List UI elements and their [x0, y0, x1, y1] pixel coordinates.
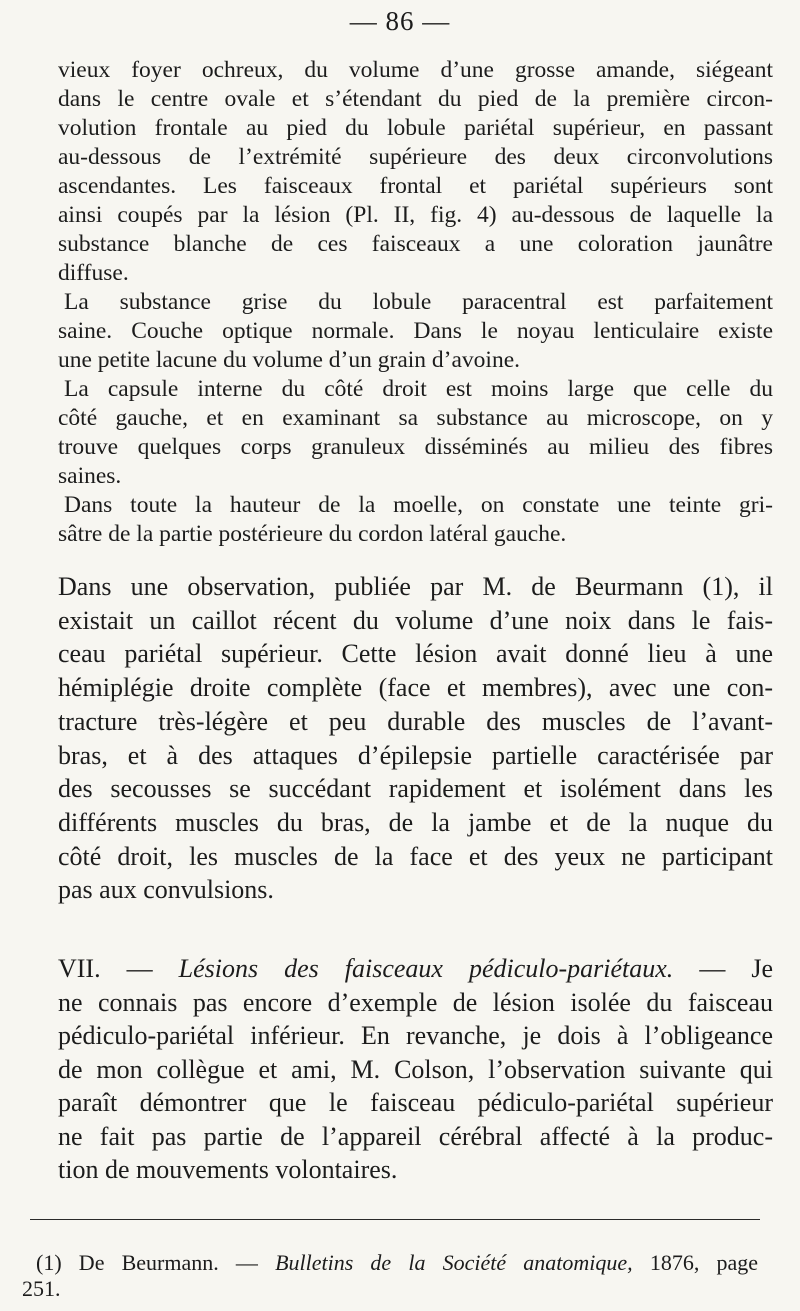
- text-line: saines.: [58, 463, 122, 489]
- observation-paragraph-3: [58, 375, 773, 491]
- text-line: existait un caillot récent du volume d’une noix dans le fais-: [58, 605, 773, 635]
- text-line: vieux foyer ochreux, du volume d’une grosse amande, siégeant: [58, 57, 773, 83]
- text-line: dans le centre ovale et s’étendant du pied de la première circon-: [58, 86, 773, 112]
- footnote-line-2: 251.: [22, 1276, 61, 1301]
- text-line: pas aux convulsions.: [58, 875, 274, 905]
- section-vii: [58, 952, 773, 1187]
- text-line: tracture très-légère et peu durable des muscles de l’avant-: [58, 706, 773, 736]
- text-line: au-dessous de l’extrémité supérieure des deux circonvolutions: [58, 144, 773, 170]
- observation-paragraph-1: [58, 56, 773, 288]
- section-heading-tail: — Je: [699, 954, 773, 983]
- footnote: [22, 1250, 758, 1302]
- text-line: diffuse.: [58, 260, 129, 286]
- text-line: hémiplégie droite complète (face et membres), avec une con-: [58, 673, 773, 703]
- text-line: côté droit, les muscles de la face et des yeux ne participant: [58, 841, 773, 871]
- text-line: volution frontale au pied du lobule pariétal supérieur, en passant: [58, 115, 773, 141]
- section-title: Lésions des faisceaux pédiculo-pariétaux.: [178, 954, 674, 983]
- text-line: ascendantes. Les faisceaux frontal et pariétal supérieurs sont: [58, 173, 773, 199]
- text-line: Dans toute la hauteur de la moelle, on constate une teinte gri-: [64, 492, 773, 518]
- text-line: ne fait pas partie de l’appareil cérébral affecté à la produc-: [58, 1121, 773, 1151]
- text-line: trouve quelques corps granuleux disséminés au milieu des fibres: [58, 434, 773, 460]
- text-line: bras, et à des attaques d’épilepsie partielle caractérisée par: [58, 740, 773, 770]
- text-line: sâtre de la partie postérieure du cordon latéral gauche.: [58, 521, 567, 547]
- text-line: ne connais pas encore d’exemple de lésion isolée du faisceau: [58, 987, 773, 1017]
- text-line: La substance grise du lobule paracentral est parfaitement: [64, 289, 773, 315]
- observation-paragraph-2: [58, 288, 773, 375]
- text-line: de mon collègue et ami, M. Colson, l’observation suivante qui: [58, 1054, 773, 1084]
- text-line: côté gauche, et en examinant sa substance au microscope, on y: [58, 405, 773, 431]
- footnote-journal: Bulletins de la Société anatomique,: [275, 1250, 633, 1275]
- text-line: La capsule interne du côté droit est moins large que celle du: [64, 376, 773, 402]
- text-line: ainsi coupés par la lésion (Pl. II, fig. 4) au-dessous de laquelle la: [58, 202, 773, 228]
- main-paragraph: [58, 570, 773, 907]
- text-line: des secousses se succédant rapidement et isolément dans les: [58, 774, 773, 804]
- text-line: différents muscles du bras, de la jambe et de la nuque du: [58, 807, 773, 837]
- text-line: substance blanche de ces faisceaux a une coloration jaunâtre: [58, 231, 773, 257]
- text-line: une petite lacune du volume d’un grain d’avoine.: [58, 347, 521, 373]
- observation-paragraph-4: [58, 491, 773, 549]
- section-heading: [58, 952, 773, 986]
- footnote-divider: [30, 1219, 760, 1220]
- page-number: — 86 —: [349, 6, 451, 36]
- footnote-tail: 1876, page: [649, 1250, 758, 1275]
- text-line: saine. Couche optique normale. Dans le noyau lenticulaire existe: [58, 318, 773, 344]
- text-line: Dans une observation, publiée par M. de Beurmann (1), il: [58, 572, 773, 601]
- footnote-line: [22, 1250, 758, 1276]
- text-line: tion de mouvements volontaires.: [58, 1155, 398, 1184]
- section-number: VII. —: [58, 954, 153, 983]
- text-line: paraît démontrer que le faisceau pédiculo-pariétal supérieur: [58, 1088, 773, 1117]
- text-line: ceau pariétal supérieur. Cette lésion avait donné lieu à une: [58, 639, 773, 669]
- observation-text: [58, 56, 773, 549]
- footnote-marker: (1) De Beurmann. —: [36, 1250, 258, 1275]
- text-line: pédiculo-pariétal inférieur. En revanche, je dois à l’obligeance: [58, 1021, 773, 1050]
